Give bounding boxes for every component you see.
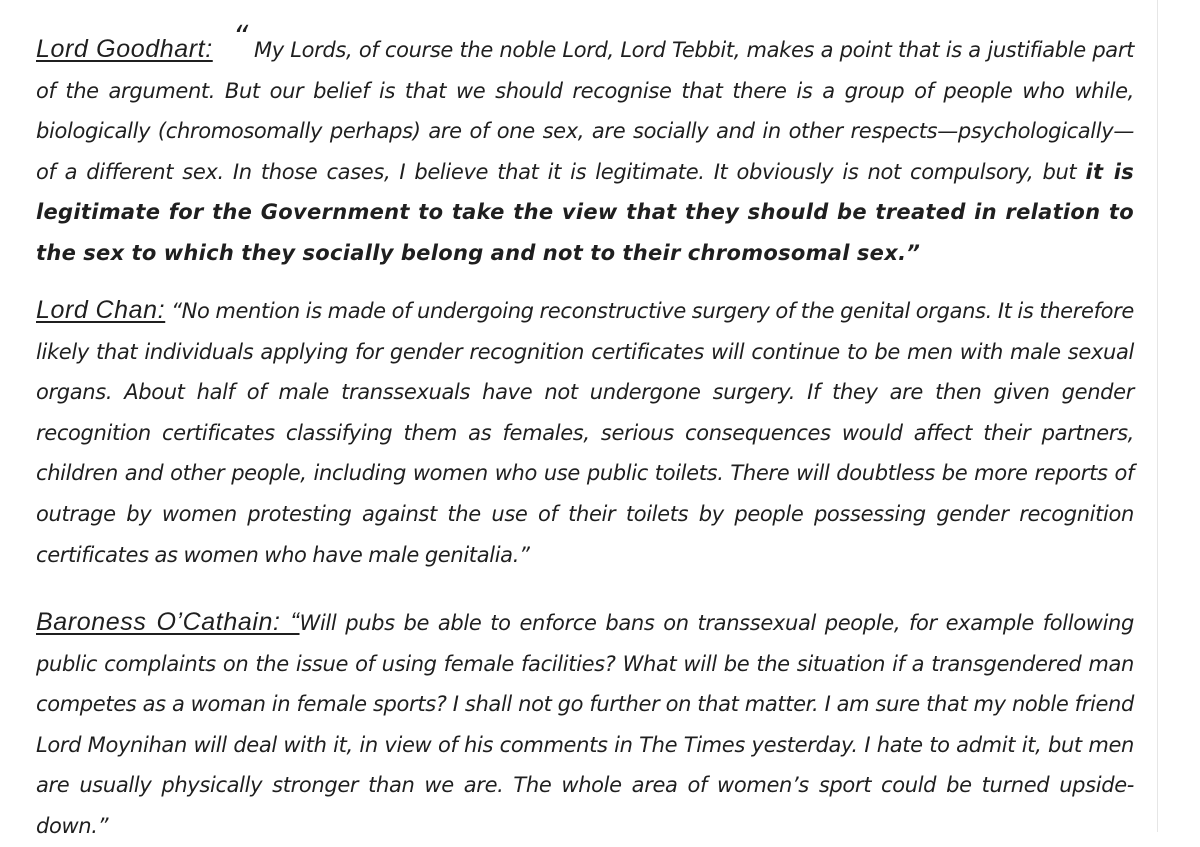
opening-quote-mark: “ <box>232 20 248 55</box>
speaker-name: Baroness O’Cathain: “ <box>36 608 300 636</box>
quote-paragraph-chan <box>36 290 1134 575</box>
quote-paragraph-goodhart <box>36 18 1134 274</box>
quote-text: My Lords, of course the noble Lord, Lord Tebbit, makes a point that is a justifiable part of the argument. But our belief is that we should recognise that there is a group of people who while, biologically (chromosomally perhaps) are of one sex, are socially and in other respects—psychologically— of a different sex. In those cases, I believe that it is legitimate. It obviously is not compulsory, but <box>36 38 1134 184</box>
speaker-name: Lord Chan: <box>36 296 166 324</box>
quote-text: Will pubs be able to enforce bans on transsexual people, for example following public complaints on the issue of using female facilities? What will be the situation if a transgendered man competes as a woman in female sports? I shall not go further on that matter. I am sure that my noble friend Lord Moynihan will deal with it, in view of his comments in The Times yesterday. I hate to admit it, but men are usually physically stronger than we are. The whole area of women’s sport could be turned upside-down.” <box>36 611 1134 838</box>
speaker-name: Lord Goodhart: <box>36 35 213 63</box>
quote-text: “No mention is made of undergoing reconstructive surgery of the genital organs. It is therefore likely that individuals applying for gender recognition certificates will continue to be men with male sexual organs. About half of male transsexuals have not undergone surgery. If they are then given gender recognition certificates classifying them as females, serious consequences would affect their partners, children and other people, including women who use public toilets. There will doubtless be more reports of outrage by women protesting against the use of their toilets by people possessing gender recognition certificates as women who have male genitalia.” <box>36 299 1134 567</box>
quote-paragraph-ocathain <box>36 602 1134 847</box>
quote-text-bold: it is legitimate for the Government to take the view that they should be treated in relation to the sex to which they socially belong and not to their chromosomal sex.” <box>36 159 1134 265</box>
